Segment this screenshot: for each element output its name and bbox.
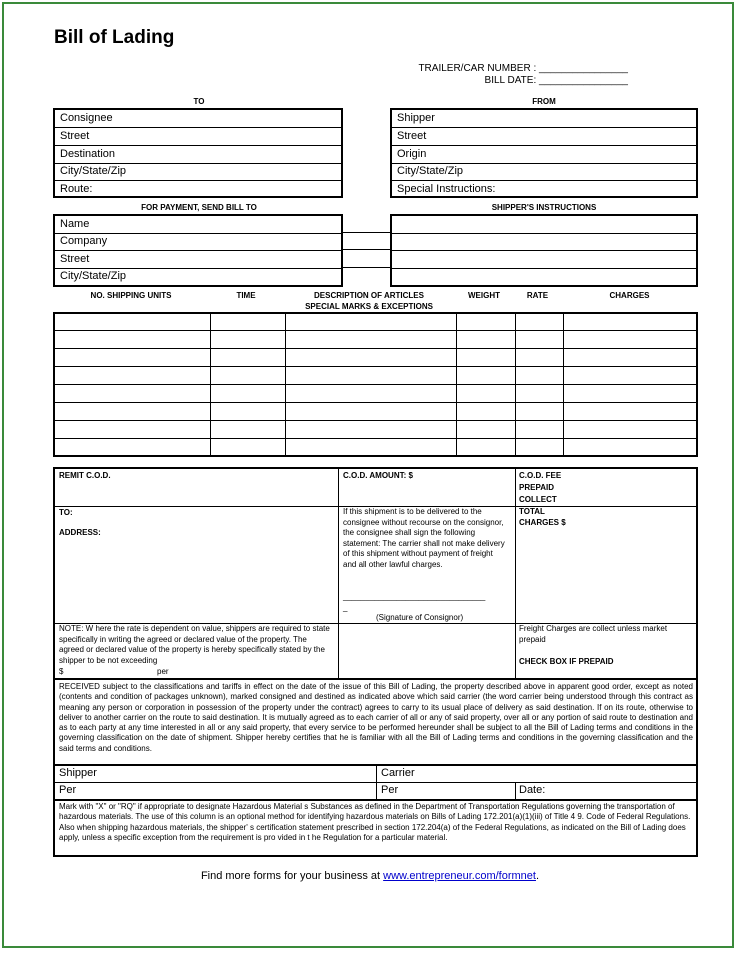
declared-value-note: NOTE: W here the rate is dependent on value, shippers are required to state specifically in writing the agreed or declared value of the property. The agreed or declared value of the property is hereby specifically stated by the shipper to be not exceeding <box>59 624 330 665</box>
footer-end: . <box>535 870 540 882</box>
instructions-line[interactable] <box>392 233 696 251</box>
signature-dash: _ <box>343 603 348 612</box>
to-consignee-field[interactable]: Consignee <box>55 110 341 128</box>
col-rate: RATE <box>526 291 549 300</box>
from-box <box>390 108 698 198</box>
total-label: TOTAL <box>519 507 545 516</box>
to-city-field[interactable]: City/State/Zip <box>55 163 341 181</box>
payment-heading: FOR PAYMENT, SEND BILL TO <box>141 203 257 212</box>
from-heading: FROM <box>532 97 556 106</box>
note-dollar: $ <box>59 667 64 676</box>
instructions-line[interactable] <box>392 268 696 286</box>
date-field[interactable]: Date: <box>519 784 546 796</box>
cod-address-label: ADDRESS: <box>59 528 101 537</box>
instructions-heading: SHIPPER'S INSTRUCTIONS <box>491 203 597 212</box>
page-title: Bill of Lading <box>54 27 175 48</box>
col-weight: WEIGHT <box>468 291 500 300</box>
cod-amount-label: C.O.D. AMOUNT: $ <box>343 471 413 480</box>
shipper-per-field[interactable]: Per <box>59 784 77 796</box>
bill-date-field[interactable]: BILL DATE: ________________ <box>484 75 628 86</box>
col-description: DESCRIPTION OF ARTICLES <box>314 291 424 300</box>
hazmat-text: Mark with "X" or "RQ" if appropriate to designate Hazardous Material s Substances as defined in the Department of Transportation Regulations governing the transportation of hazardous materials. The use of this column is an optional method for identifying hazardous materials on Bills of Lading 172.201(a)(1)(iii) of Title 4 9. Code of Federal Regulations. Also when shipping hazardous materials, the shipper' s certification statement prescribed in section 172.204(a) of the Federal Regulations, as indicated on the Bill of Lading does apply, unless a specific exception from the requirement is pro vided in t he Regulation for a particular material. <box>59 802 691 842</box>
to-box <box>53 108 343 198</box>
received-text: RECEIVED subject to the classifications and tariffs in effect on the date of the issue of this Bill of Lading, the property described above in apparent good order, except as noted (contents and condition of packages unknown), marked consigned and destined as indicated above which said carrier (the word carrier being understood through this contract as meaning any person or corporation in possession of the property under the contract) agrees to carry to its usual place of delivery as said destination. If on its route, otherwise to deliver to another carrier on the route to said destination. It is mutually agreed as to each carrier of all or any of said property, over all or any portion of said route to destination and as to each party at any time interested in all or any said property, that every service to be performed hereunder shall be subject to all the Bill of Lading terms and conditions in the governing classification on the date of shipment. Shipper hereby certifies that he is familiar with all the Bill of Lading terms and conditions in the governing classification and the said terms and conditions. <box>59 682 693 753</box>
to-destination-field[interactable]: Destination <box>55 146 341 164</box>
note-per: per <box>157 667 169 676</box>
col-special-marks: SPECIAL MARKS & EXCEPTIONS <box>305 302 433 311</box>
items-table[interactable] <box>53 312 698 457</box>
carrier-per-field[interactable]: Per <box>381 784 399 796</box>
from-special-instructions-field[interactable]: Special Instructions: <box>397 183 496 195</box>
col-charges: CHARGES <box>609 291 650 300</box>
from-origin-field[interactable]: Origin <box>392 146 696 164</box>
footer-text: Find more forms for your business at <box>200 870 384 882</box>
shipper-sign-field[interactable]: Shipper <box>59 767 97 779</box>
cod-to-label: TO: <box>59 508 73 517</box>
to-route-field[interactable]: Route: <box>60 183 93 195</box>
footer-link[interactable]: www.entrepreneur.com/formnet <box>383 870 536 882</box>
footer <box>0 870 740 882</box>
payment-company-field[interactable]: Company <box>55 233 341 251</box>
signature-line[interactable]: ________________________________ <box>343 592 486 601</box>
instructions-line[interactable] <box>392 216 696 234</box>
col-shipping-units: NO. SHIPPING UNITS <box>90 291 172 300</box>
connector-line <box>343 249 390 250</box>
payment-street-field[interactable]: Street <box>55 251 341 269</box>
cod-collect-label[interactable]: COLLECT <box>519 495 557 504</box>
remit-cod-label: REMIT C.O.D. <box>59 471 111 480</box>
payment-box <box>53 214 343 287</box>
from-street-field[interactable]: Street <box>392 128 696 146</box>
connector-line <box>343 232 390 233</box>
instructions-line[interactable] <box>392 251 696 269</box>
freight-note: Freight Charges are collect unless market prepaid <box>519 624 668 644</box>
trailer-number-field[interactable]: TRAILER/CAR NUMBER : ________________ <box>418 63 628 74</box>
total-charges-label: CHARGES $ <box>519 518 566 527</box>
signature-label: (Signature of Consignor) <box>376 613 464 622</box>
to-street-field[interactable]: Street <box>55 128 341 146</box>
payment-city-field[interactable]: City/State/Zip <box>60 270 127 282</box>
consignor-statement: If this shipment is to be delivered to the consignee without recourse on the consignor, the consignee shall sign the following statement: The carrier shall not make delivery of this shipment without payment of freight and all other lawful charges. <box>343 507 505 569</box>
from-shipper-field[interactable]: Shipper <box>392 110 696 128</box>
cod-fee-label: C.O.D. FEE <box>519 471 562 480</box>
col-time: TIME <box>236 291 256 300</box>
cod-prepaid-label[interactable]: PREPAID <box>519 483 554 492</box>
from-city-field[interactable]: City/State/Zip <box>392 163 696 181</box>
connector-line <box>343 267 390 268</box>
instructions-box <box>390 214 698 287</box>
prepaid-checkbox-label[interactable]: CHECK BOX IF PREPAID <box>519 657 614 666</box>
signature-box <box>53 765 698 801</box>
to-heading: TO <box>193 97 205 106</box>
carrier-sign-field[interactable]: Carrier <box>381 767 415 779</box>
payment-name-field[interactable]: Name <box>55 216 341 234</box>
